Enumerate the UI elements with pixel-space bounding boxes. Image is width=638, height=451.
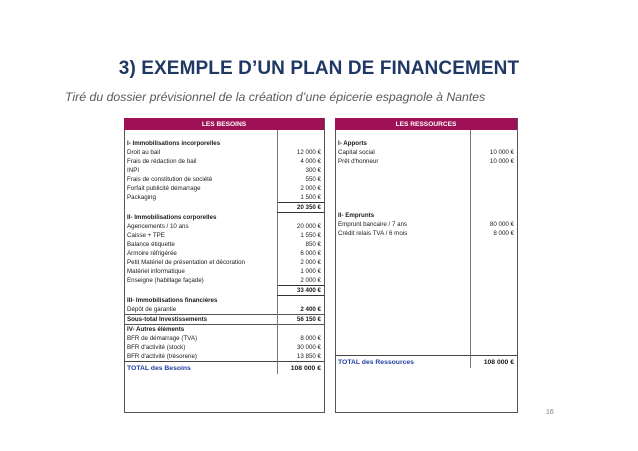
table-row-amount: 10 000 € bbox=[471, 157, 518, 166]
table-row-label: Packaging bbox=[127, 194, 156, 202]
table-row-amount: 2 000 € bbox=[278, 184, 325, 193]
table-row-label: Crédit relais TVA / 6 mois bbox=[338, 230, 408, 237]
table-row-label: Droit au bail bbox=[127, 149, 161, 156]
table-row-label: Matériel informatique bbox=[127, 268, 185, 275]
table-row-label: Enseigne (habillage façade) bbox=[127, 277, 204, 285]
table-row-label: BFR de démarrage (TVA) bbox=[127, 335, 198, 342]
table-row-label: Armoire réfrigérée bbox=[127, 250, 177, 257]
table-row-amount: 2 400 € bbox=[278, 305, 325, 315]
table-row-label: INPI bbox=[127, 167, 140, 174]
table-row-amount: 1 550 € bbox=[278, 231, 325, 240]
table-row-amount: 8 000 € bbox=[278, 334, 325, 343]
table-row-label: Capital social bbox=[338, 149, 375, 156]
ressources-header: LES RESSOURCES bbox=[335, 118, 517, 130]
table-row-amount: 8 000 € bbox=[471, 229, 518, 238]
ressources-section-2: II- Emprunts bbox=[338, 212, 375, 219]
table-row-label: Balance étiquette bbox=[127, 241, 175, 248]
subtotal-investissements-amount: 56 150 € bbox=[278, 315, 325, 325]
total-besoins-amount: 108 000 € bbox=[278, 362, 325, 375]
table-row-amount: 300 € bbox=[278, 166, 325, 175]
table-row-label: Frais de constitution de société bbox=[127, 176, 213, 183]
table-row-label: Forfait publicité démarrage bbox=[127, 185, 201, 192]
table-row-amount: 2 000 € bbox=[278, 258, 325, 267]
table-row-amount: 20 000 € bbox=[278, 222, 325, 231]
table-row-label: Dépôt de garantie bbox=[127, 306, 177, 313]
besoins-section-3: III- Immobilisations financières bbox=[127, 296, 218, 304]
besoins-section-1: I- Immobilisations incorporelles bbox=[127, 140, 221, 147]
table-row-label: Petit Matériel de présentation et décoration bbox=[127, 259, 245, 266]
table-row-label: Emprunt bancaire / 7 ans bbox=[338, 221, 408, 228]
besoins-subtotal-2: 33 400 € bbox=[278, 286, 325, 296]
table-row-amount: 850 € bbox=[278, 240, 325, 249]
besoins-section-2: II- Immobilisations corporelles bbox=[127, 213, 217, 221]
table-row-amount: 12 000 € bbox=[278, 148, 325, 157]
table-row-label: Prêt d'honneur bbox=[338, 158, 379, 165]
total-ressources-amount: 108 000 € bbox=[471, 356, 518, 369]
table-row-label: Frais de rédaction de bail bbox=[127, 158, 197, 165]
subtotal-investissements-label: Sous-total Investissements bbox=[124, 315, 278, 325]
slide-title: 3) EXEMPLE D’UN PLAN DE FINANCEMENT bbox=[118, 58, 520, 79]
table-row-label: BFR d'activité (trésorerie) bbox=[127, 353, 197, 360]
table-row-label: Caisse + TPE bbox=[127, 232, 165, 239]
table-row-label: Agencements / 10 ans bbox=[127, 223, 189, 230]
besoins-section-4: IV- Autres éléments bbox=[124, 325, 278, 335]
ressources-table bbox=[335, 118, 517, 368]
table-row-amount: 1 500 € bbox=[278, 193, 325, 203]
table-row-amount: 1 000 € bbox=[278, 267, 325, 276]
total-ressources-label: TOTAL des Ressources bbox=[335, 356, 471, 369]
table-row-amount: 30 000 € bbox=[278, 343, 325, 352]
table-row-amount: 550 € bbox=[278, 175, 325, 184]
besoins-header: LES BESOINS bbox=[124, 118, 324, 130]
besoins-table bbox=[124, 118, 324, 374]
besoins-subtotal-1: 20 350 € bbox=[278, 203, 325, 213]
table-row-amount: 2 000 € bbox=[278, 276, 325, 286]
table-row-label: BFR d'activité (stock) bbox=[127, 344, 186, 351]
table-row-amount: 10 000 € bbox=[471, 148, 518, 157]
total-besoins-label: TOTAL des Besoins bbox=[124, 362, 278, 375]
slide-subtitle: Tiré du dossier prévisionnel de la création d’une épicerie espagnole à Nantes bbox=[65, 90, 486, 104]
table-row-amount: 13 850 € bbox=[278, 352, 325, 362]
page-number: 16 bbox=[546, 409, 554, 416]
ressources-section-1: I- Apports bbox=[338, 140, 367, 147]
table-row-amount: 80 000 € bbox=[471, 220, 518, 229]
table-row-amount: 4 000 € bbox=[278, 157, 325, 166]
table-row-amount: 6 000 € bbox=[278, 249, 325, 258]
